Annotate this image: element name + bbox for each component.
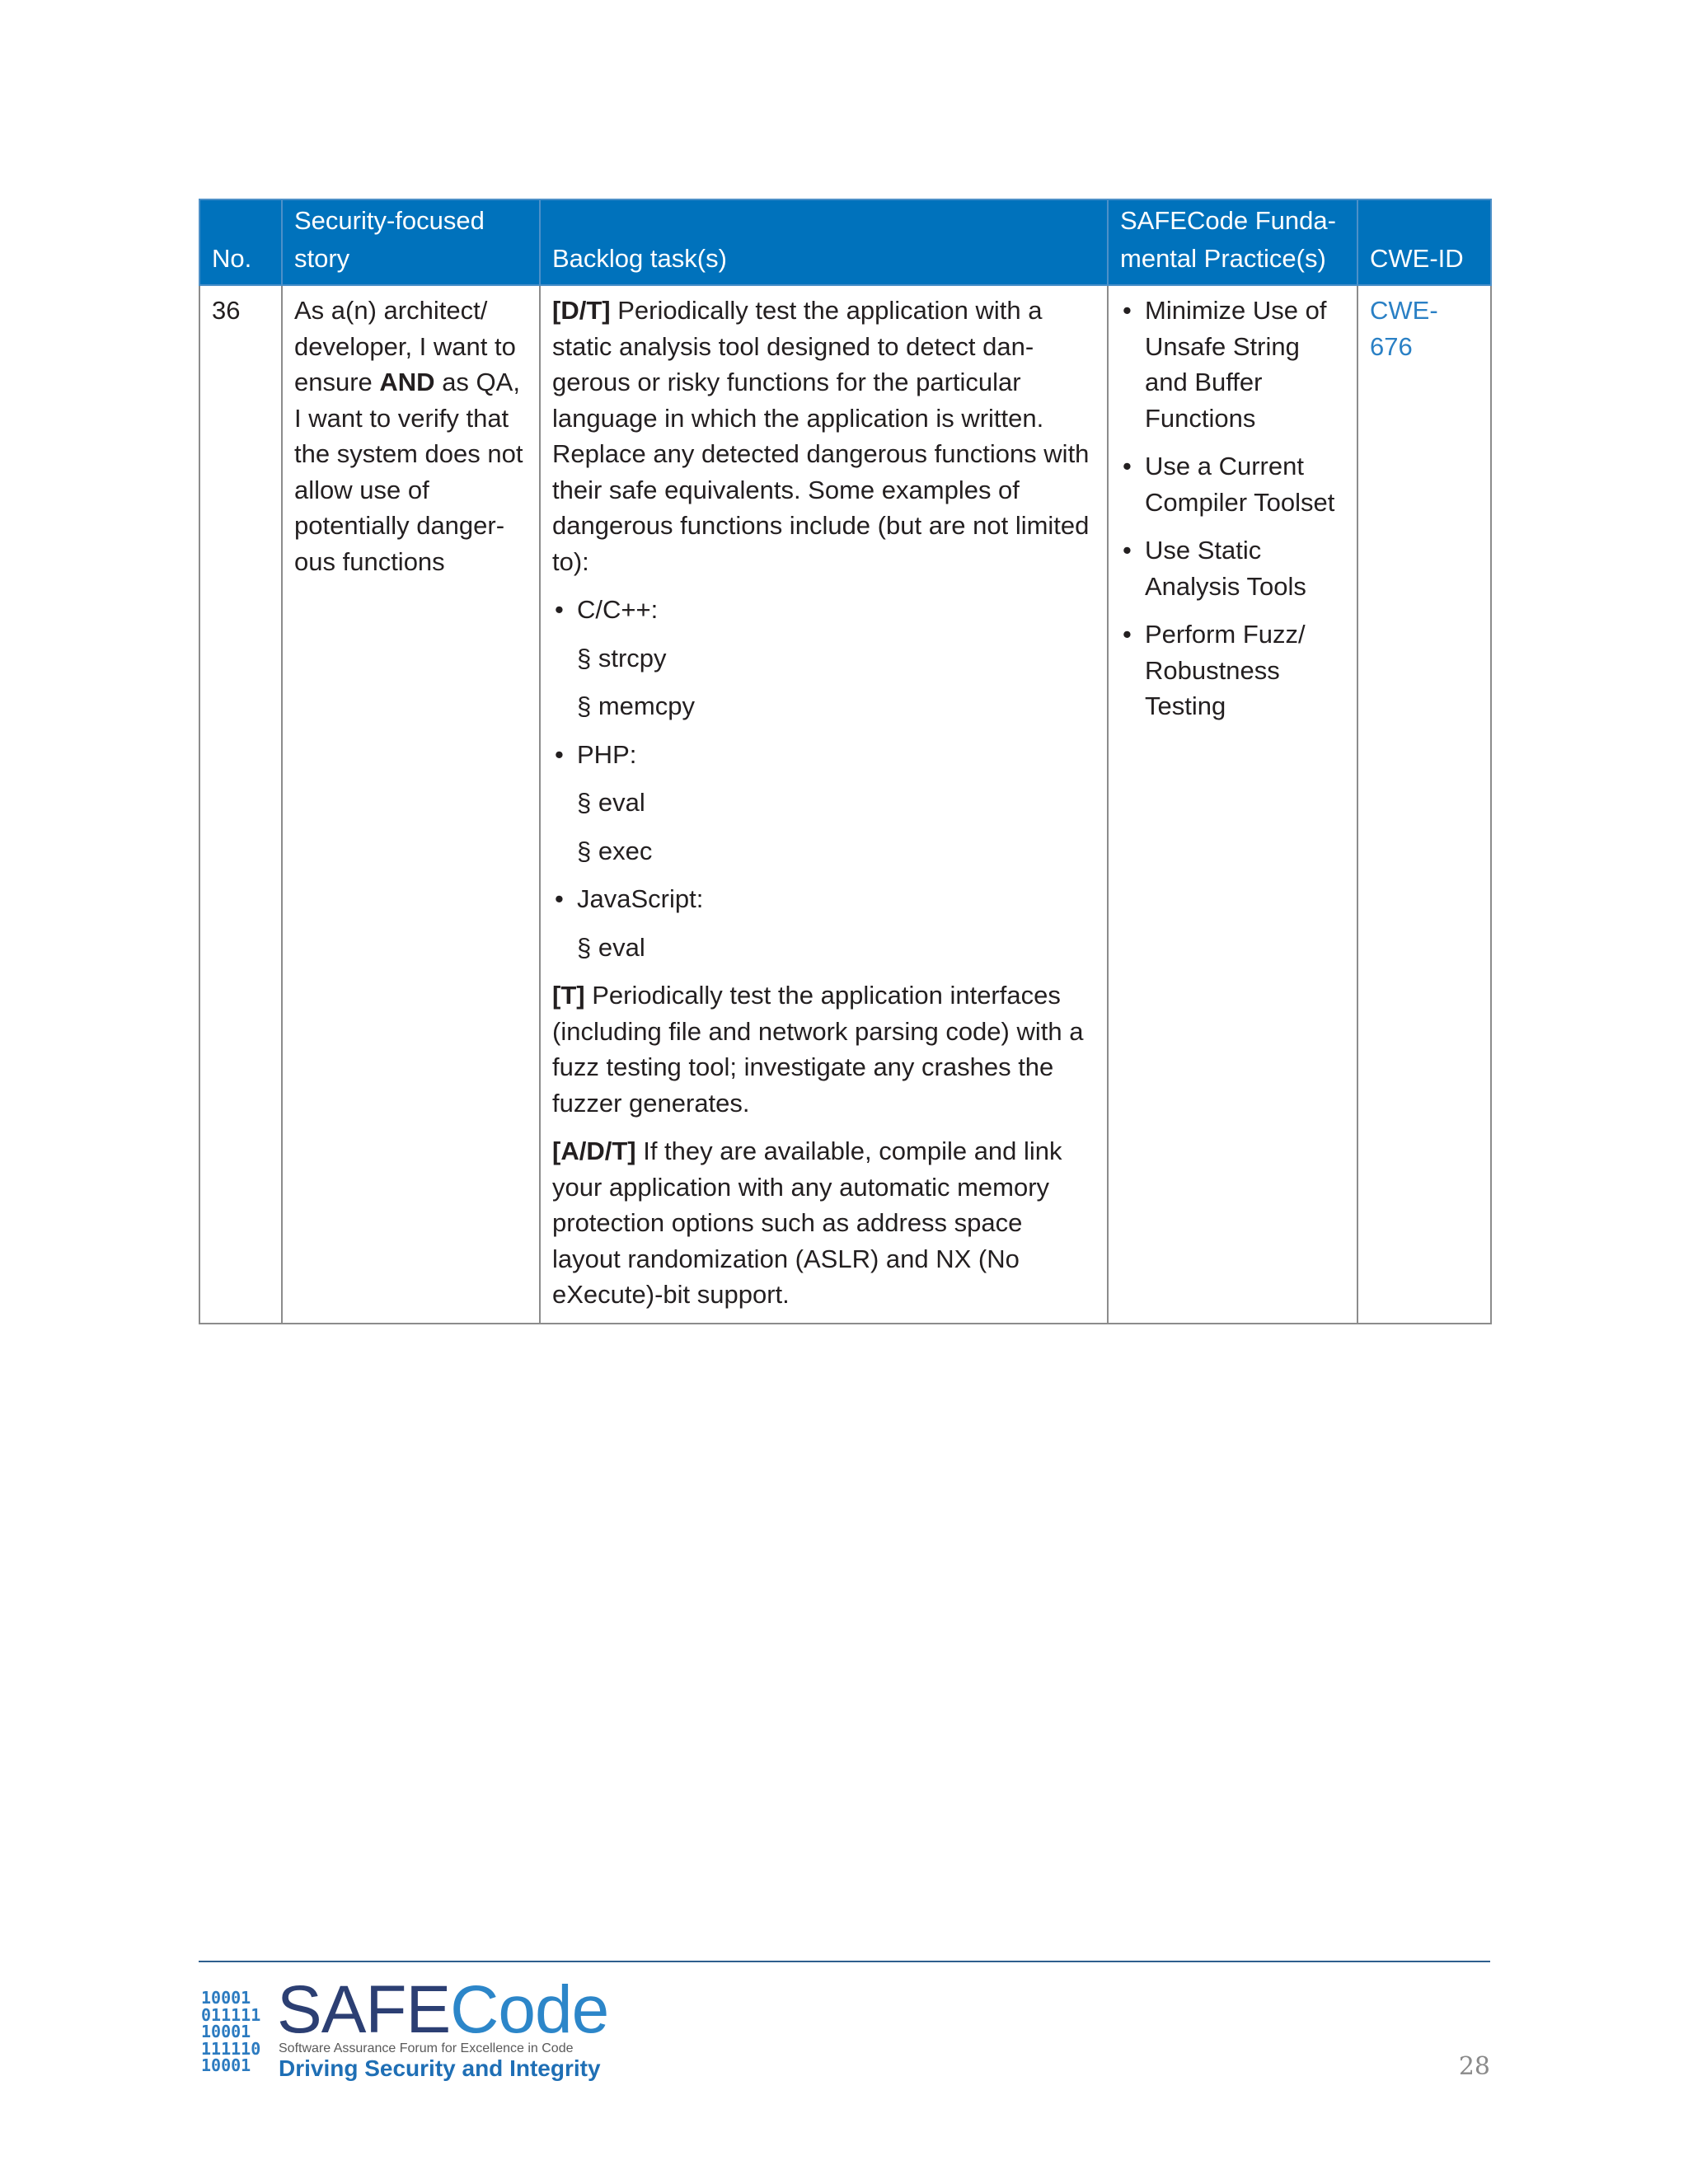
- logo-bits-line: 111110: [201, 2038, 261, 2059]
- fn-php-eval: § eval: [577, 788, 645, 817]
- task-text-1: Periodically test the application with a static analysis tool designed to detect dan-gerous or risky functions for the particular language in which the application is written. Replace any detected dangerous functions with their safe equivalents. Some examples of dangerous functions include (but are not limited to):: [552, 296, 1090, 576]
- bullet-icon: •: [555, 595, 564, 624]
- table-header-row: [199, 199, 1491, 285]
- story-text-pre: As a(n) architect/ developer, I want to ensure: [294, 296, 516, 396]
- list-item: [1120, 616, 1345, 724]
- task-paragraph-3: [552, 1133, 1095, 1313]
- list-item: [552, 881, 1095, 917]
- logo-tagline: Driving Security and Integrity: [279, 2055, 601, 2081]
- security-stories-table: [199, 199, 1492, 1324]
- logo-binary-icon: [201, 1990, 274, 2074]
- header-story-line2: story: [294, 244, 350, 273]
- task-tag-3: [A/D/T]: [552, 1137, 636, 1165]
- task-text-3: If they are available, compile and link your application with any automatic memory protection options such as address space layout randomization (ASLR) and NX (No eXecute)-bit support.: [552, 1137, 1062, 1309]
- logo-code-text: Code: [450, 1972, 609, 2047]
- practice-item: Perform Fuzz/ Robustness Testing: [1145, 620, 1306, 720]
- header-task: Backlog task(s): [540, 199, 1108, 285]
- cell-story: [282, 285, 540, 1324]
- cwe-link[interactable]: CWE-676: [1370, 296, 1438, 361]
- lang-js: JavaScript:: [577, 884, 704, 913]
- header-story: [282, 199, 540, 285]
- page-number: 28: [1458, 2052, 1490, 2081]
- bullet-icon: •: [1123, 620, 1132, 649]
- list-item: [552, 592, 1095, 628]
- header-practice-line2: mental Practice(s): [1120, 244, 1326, 273]
- list-item: [1120, 293, 1345, 436]
- lang-php: PHP:: [577, 739, 637, 769]
- story-text-bold: AND: [379, 368, 435, 396]
- list-item: [1120, 448, 1345, 520]
- fn-js-eval: § eval: [577, 932, 645, 962]
- bullet-icon: •: [1123, 296, 1132, 325]
- practice-item: Use a Current Compiler Toolset: [1145, 452, 1335, 517]
- cell-practices: [1108, 285, 1357, 1324]
- header-practice-line1: SAFECode Funda-: [1120, 206, 1336, 235]
- task-paragraph-1: [552, 293, 1095, 579]
- practice-item: Minimize Use of Unsafe String and Buffer Functions: [1145, 296, 1327, 433]
- logo-bits-line: 011111: [201, 2004, 261, 2025]
- header-cwe: CWE-ID: [1357, 199, 1491, 285]
- header-no: No.: [199, 199, 282, 285]
- header-story-line1: Security-focused: [294, 206, 485, 235]
- cell-cwe: [1357, 285, 1491, 1324]
- footer-divider: [199, 1961, 1490, 1962]
- story-text-post: as QA, I want to verify that the system does not allow use of potentially danger-ous functions: [294, 368, 523, 576]
- fn-exec: § exec: [577, 836, 653, 865]
- logo-bits-line: 10001: [201, 1988, 251, 2008]
- logo-bits-line: 10001: [201, 2022, 251, 2041]
- safecode-logo: [277, 1972, 609, 2047]
- task-tag-1: [D/T]: [552, 296, 611, 325]
- table-row: [199, 285, 1491, 1324]
- fn-memcpy: § memcpy: [577, 691, 695, 720]
- logo-bits-line: 10001: [201, 2055, 251, 2075]
- bullet-icon: •: [555, 739, 564, 769]
- practice-item: Use Static Analysis Tools: [1145, 536, 1306, 601]
- lang-c: C/C++:: [577, 595, 659, 624]
- bullet-icon: •: [1123, 536, 1132, 565]
- list-item: [552, 737, 1095, 773]
- list-item: [1120, 532, 1345, 604]
- cell-task: [540, 285, 1108, 1324]
- cell-no: 36: [199, 285, 282, 1324]
- task-paragraph-2: [552, 977, 1095, 1121]
- header-practice: [1108, 199, 1357, 285]
- fn-strcpy: § strcpy: [577, 643, 667, 673]
- bullet-icon: •: [555, 884, 564, 913]
- bullet-icon: •: [1123, 452, 1132, 480]
- logo-safe-text: SAFE: [277, 1972, 451, 2047]
- logo-subtitle: Software Assurance Forum for Excellence in Code: [279, 2041, 574, 2055]
- task-tag-2: [T]: [552, 981, 585, 1010]
- task-text-2: Periodically test the application interfaces (including file and network parsing code) with a fuzz testing tool; investigate any crashes the fuzzer generates.: [552, 981, 1084, 1118]
